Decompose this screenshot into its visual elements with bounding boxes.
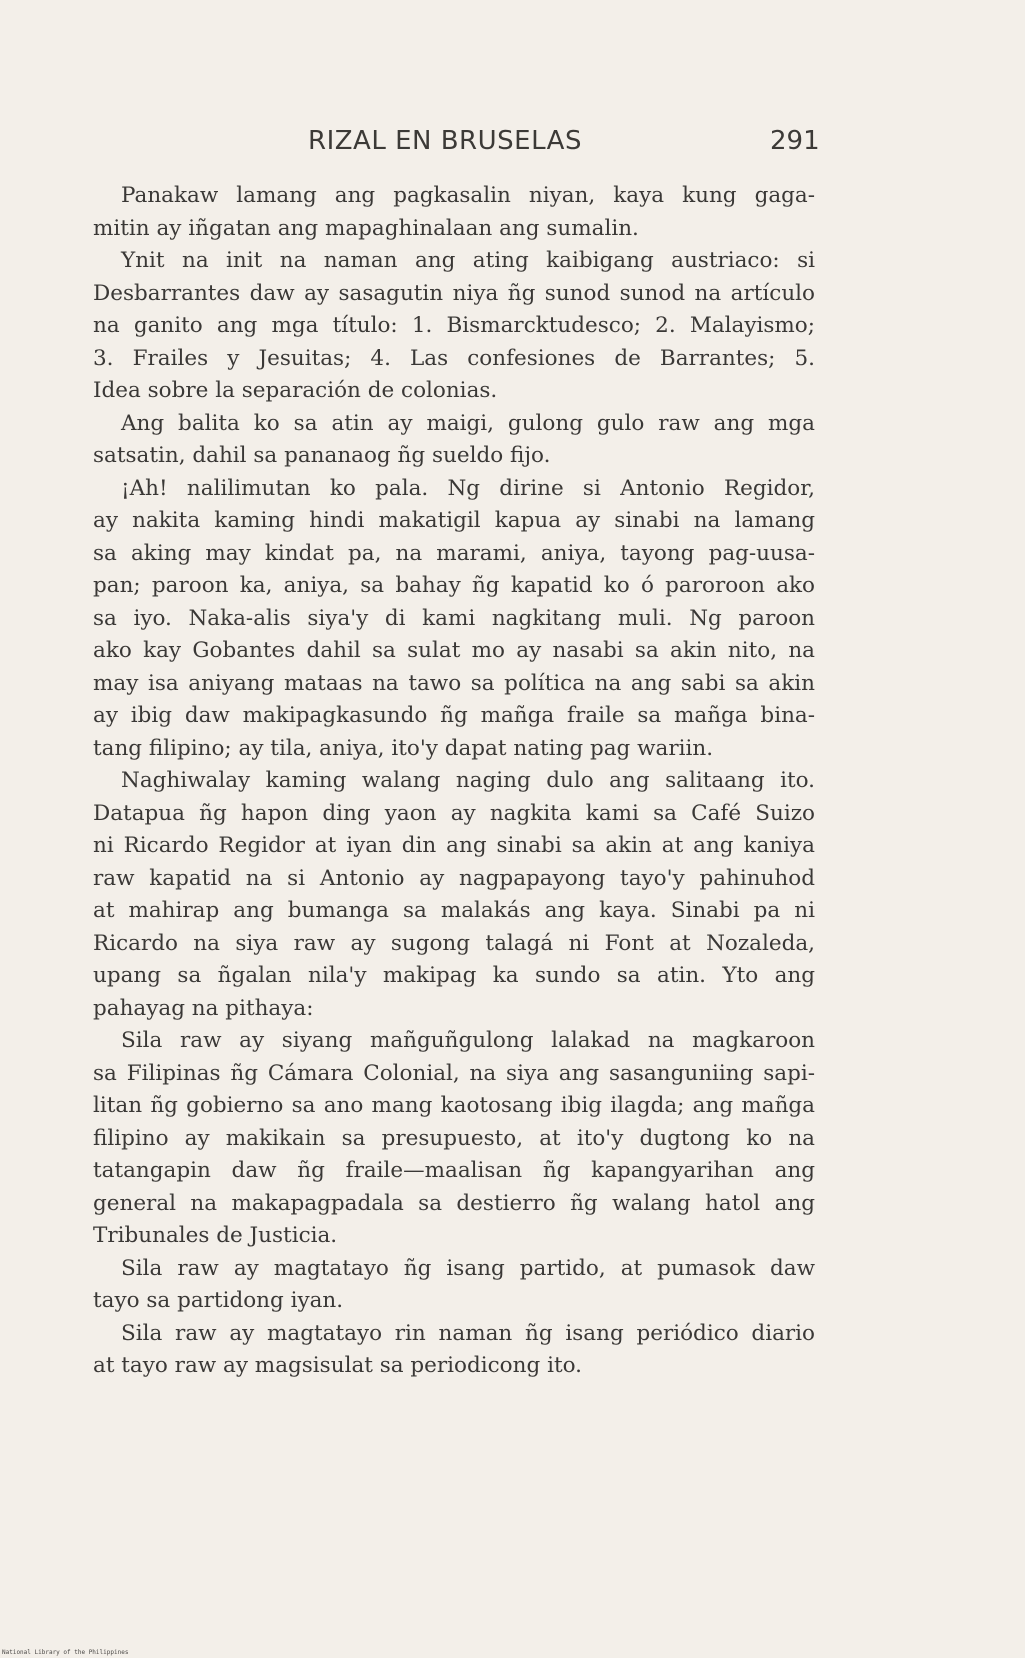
text-line: ako kay Gobantes dahil sa sulat mo ay nasabi sa akin nito, na — [93, 638, 815, 663]
footer-credit: National Library of the Philippines — [2, 1649, 129, 1656]
text-line: Naghiwalay kaming walang naging dulo ang salitaang ito. — [121, 768, 815, 793]
text-line: mitin ay iñgatan ang mapaghinalaan ang sumalin. — [93, 215, 639, 241]
text-line: 3. Frailes y Jesuitas; 4. Las confesiones de Barrantes; 5. — [93, 345, 815, 371]
text-line: tayo sa partidong iyan. — [93, 1288, 344, 1313]
text-line: may isa aniyang mataas na tawo sa política na ang sabi sa akin — [93, 670, 815, 696]
text-line: tang filipino; ay tila, aniya, ito'y dapat nating pag wariin. — [93, 735, 714, 761]
text-line: Sila raw ay magtatayo rin naman ñg isang periódico diario — [121, 1320, 815, 1346]
text-line: litan ñg gobierno sa ano mang kaotosang ibig ilagda; ang mañga — [93, 1093, 815, 1118]
text-line: Sila raw ay magtatayo ñg isang partido, at pumasok daw — [121, 1255, 815, 1281]
text-line: tatangapin daw ñg fraile—maalisan ñg kapangyarihan ang — [93, 1158, 815, 1183]
running-head-title: RIZAL EN BRUSELAS — [308, 126, 582, 156]
text-line: Panakaw lamang ang pagkasalin niyan, kaya kung gaga- — [121, 183, 815, 208]
text-line: Tribunales de Justicia. — [93, 1223, 338, 1248]
text-line: pahayag na pithaya: — [93, 995, 314, 1021]
body-text — [93, 180, 815, 1383]
text-line: ¡Ah! nalilimutan ko pala. Ng dirine si Antonio Regidor, — [121, 475, 815, 501]
text-line: sa iyo. Naka-alis siya'y di kami nagkitang muli. Ng paroon — [93, 605, 815, 631]
text-line: Desbarrantes daw ay sasagutin niya ñg sunod sunod na artículo — [93, 280, 815, 306]
text-line: at mahirap ang bumanga sa malakás ang kaya. Sinabi pa ni — [93, 898, 815, 923]
text-line: raw kapatid na si Antonio ay nagpapayong tayo'y pahinuhod — [93, 865, 815, 891]
text-line: sa aking may kindat pa, na marami, aniya, tayong pag-uusa- — [93, 540, 815, 566]
text-line: general na makapagpadala sa destierro ñg walang hatol ang — [93, 1190, 815, 1216]
text-line: Datapua ñg hapon ding yaon ay nagkita kami sa Café Suizo — [93, 800, 815, 826]
text-line: ay ibig daw makipagkasundo ñg mañga fraile sa mañga bina- — [93, 703, 815, 728]
text-line: Ricardo na siya raw ay sugong talagá ni Font at Nozaleda, — [93, 930, 815, 956]
text-line: na ganito ang mga título: 1. Bismarcktudesco; 2. Malayismo; — [93, 313, 815, 338]
page-number: 291 — [770, 126, 820, 156]
text-line: filipino ay makikain sa presupuesto, at ito'y dugtong ko na — [93, 1125, 815, 1151]
text-line: at tayo raw ay magsisulat sa periodicong ito. — [93, 1353, 582, 1378]
text-line: Idea sobre la separación de colonias. — [93, 378, 498, 403]
text-line: ni Ricardo Regidor at iyan din ang sinabi sa akin at ang kaniya — [93, 833, 815, 858]
text-line: satsatin, dahil sa pananaog ñg sueldo fijo. — [93, 443, 551, 468]
text-line: ay nakita kaming hindi makatigil kapua ay sinabi na lamang — [93, 508, 815, 533]
text-line: sa Filipinas ñg Cámara Colonial, na siya ang sasanguniing sapi- — [93, 1060, 815, 1086]
text-line: Ang balita ko sa atin ay maigi, gulong gulo raw ang mga — [121, 410, 815, 436]
text-line: upang sa ñgalan nila'y makipag ka sundo sa atin. Yto ang — [93, 963, 815, 988]
text-line: Sila raw ay siyang mañguñgulong lalakad na magkaroon — [121, 1028, 815, 1053]
text-line: pan; paroon ka, aniya, sa bahay ñg kapatid ko ó paroroon ako — [93, 573, 815, 598]
text-line: Ynit na init na naman ang ating kaibigang austriaco: si — [121, 248, 815, 273]
